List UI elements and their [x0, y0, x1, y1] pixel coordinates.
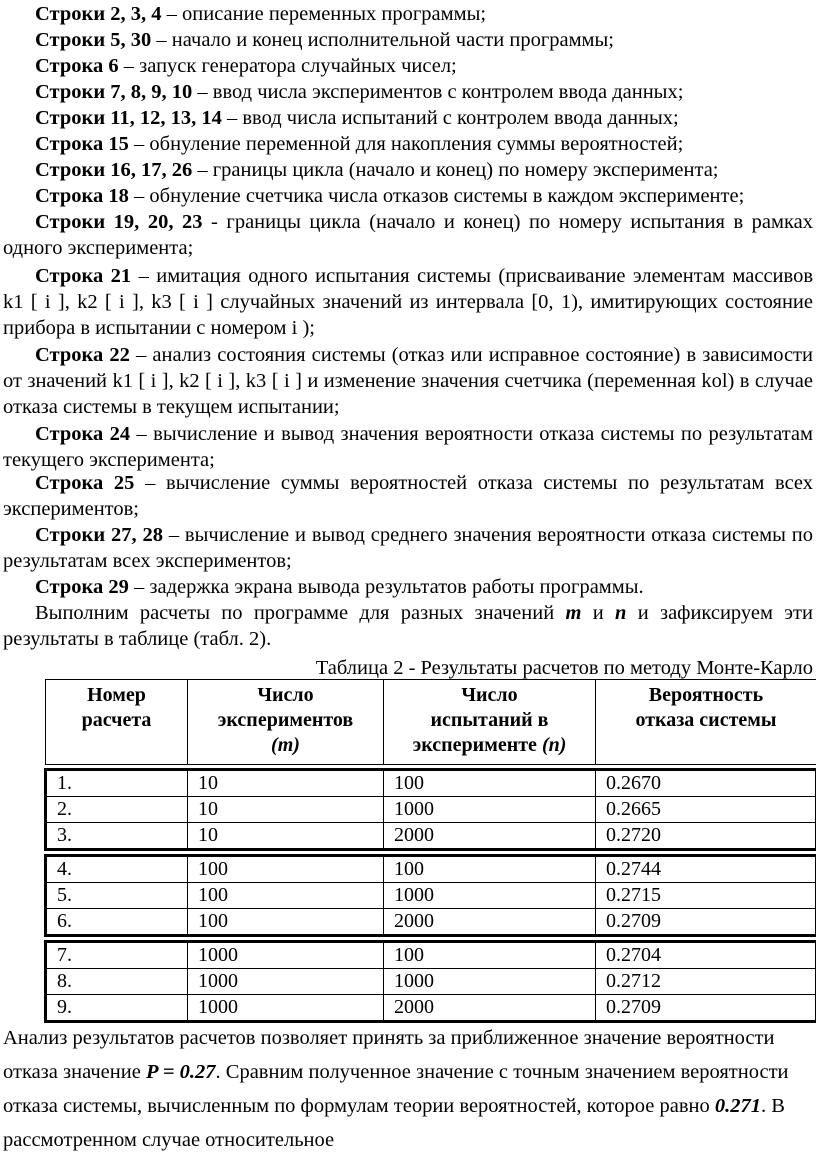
line-rows-11-14: Строки 11, 12, 13, 14 – ввод числа испытаний с контролем ввода данных; — [35, 107, 679, 129]
line-row-18: Строка 18 – обнуление счетчика числа отказов системы в каждом эксперименте; — [35, 185, 745, 207]
table-row: 1. 10 100 0.2670 — [46, 770, 816, 797]
table-row: 7. 1000 100 0.2704 — [46, 942, 816, 969]
paragraph-row-22: Строка 22 – анализ состояния системы (отказ или исправное состояние) в зависимости от значений k1 [ i ], k2 [ i ], k3 [ i ] и изменение значения счетчика (переменная kol) в случае отказа системы в текущем испытании; — [3, 344, 813, 418]
results-table — [44, 679, 816, 1023]
paragraph-row-29: Строка 29 – задержка экрана вывода результатов работы программы. — [35, 576, 644, 598]
paragraph-row-21: Строка 21 – имитация одного испытания системы (присваивание элементам массивов k1 [ i ], k2 [ i ], k3 [ i ] случайных значений из интервала [0, 1), имитирующих состояние прибора в испытании с номером i ); — [3, 265, 813, 339]
header-experiments: Число экспериментов (m) — [188, 680, 384, 765]
line-rows-5-30: Строки 5, 30 – начало и конец исполнительной части программы; — [35, 29, 614, 51]
intro-paragraph: Выполним расчеты по программе для разных значений m и n и зафиксируем эти результаты в таблице (табл. 2). — [3, 602, 813, 650]
table-header-row — [46, 680, 816, 765]
conclusion-paragraph: Анализ результатов расчетов позволяет принять за приближенное значение вероятности отказа значение P = 0.27. Сравним полученное значение с точным значением вероятности отказа системы, вычисленным по формулам теории вероятностей, которое равно 0.271. В рассмотренном случае относительное — [3, 1027, 789, 1151]
table-row: 9. 1000 2000 0.2709 — [46, 995, 816, 1022]
table-row: 8. 1000 1000 0.2712 — [46, 969, 816, 995]
paragraph-row-24: Строка 24 – вычисление и вывод значения вероятности отказа системы по результатам текущего эксперимента; — [3, 423, 813, 471]
line-rows-7-10: Строки 7, 8, 9, 10 – ввод числа экспериментов с контролем ввода данных; — [35, 81, 684, 103]
paragraph-row-25: Строка 25 – вычисление суммы вероятностей отказа системы по результатам всех экспериментов; — [3, 472, 813, 520]
table-row: 4. 100 100 0.2744 — [46, 856, 816, 883]
paragraph-rows-27-28: Строки 27, 28 – вычисление и вывод среднего значения вероятности отказа системы по результатам всех экспериментов; — [3, 524, 813, 572]
table-row: 6. 100 2000 0.2709 — [46, 909, 816, 936]
line-rows-2-3-4: Строки 2, 3, 4 – описание переменных программы; — [35, 3, 487, 25]
line-row-15: Строка 15 – обнуление переменной для накопления суммы вероятностей; — [35, 133, 684, 155]
header-trials: Число испытаний в эксперименте (n) — [384, 680, 596, 765]
table-row: 2. 10 1000 0.2665 — [46, 797, 816, 823]
table-row: 5. 100 1000 0.2715 — [46, 883, 816, 909]
line-row-6: Строка 6 – запуск генератора случайных чисел; — [35, 55, 457, 77]
header-probability: Вероятность отказа системы — [596, 680, 816, 765]
header-run-number: Номер расчета — [46, 680, 188, 765]
table-row: 3. 10 2000 0.2720 — [46, 823, 816, 850]
paragraph-rows-19-20-23: Строки 19, 20, 23 - границы цикла (начало и конец) по номеру испытания в рамках одного эксперимента; — [3, 211, 813, 259]
line-rows-16-17-26: Строки 16, 17, 26 – границы цикла (начало и конец) по номеру эксперимента; — [35, 159, 719, 181]
table-caption: Таблица 2 - Результаты расчетов по методу Монте-Карло — [315, 657, 813, 679]
